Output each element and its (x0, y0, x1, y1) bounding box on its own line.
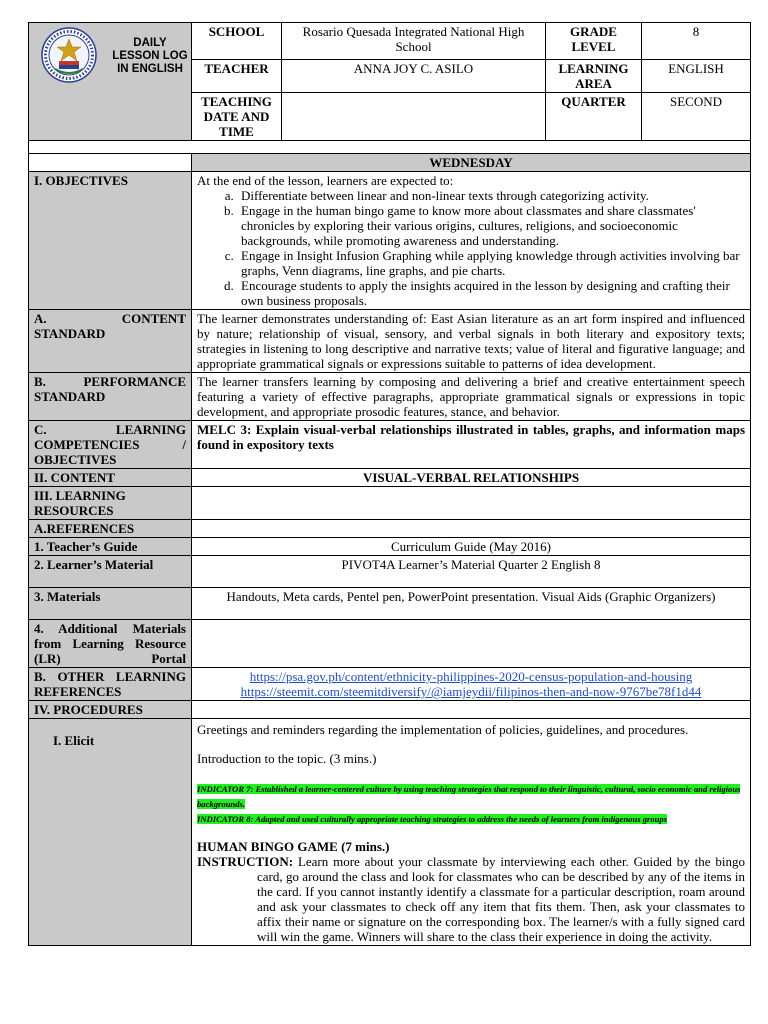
grade-label: GRADE LEVEL (546, 23, 642, 60)
title-line: IN ENGLISH (117, 63, 183, 75)
lesson-log-sheet (28, 22, 750, 946)
objective-item: a. Differentiate between linear and non-linear texts through categorizing activity. (237, 188, 745, 203)
elicit-row (29, 719, 751, 946)
content-row (29, 469, 751, 487)
teachers-guide-value: Curriculum Guide (May 2016) (192, 538, 751, 556)
title-cell (29, 23, 192, 141)
school-value: Rosario Quesada Integrated National High School (282, 23, 546, 60)
day-label: WEDNESDAY (192, 154, 751, 172)
learners-material-label: 2. Learner’s Material (29, 556, 192, 588)
day-row (29, 154, 751, 172)
indicator-8: INDICATOR 8: Adapted and used culturally appropriate teaching strategies to address the needs of learners from indigenous groups (197, 814, 668, 824)
content-standard-label: A. CONTENT STANDARD (29, 310, 192, 373)
game-instruction (197, 854, 745, 944)
date-label: TEACHING DATE AND TIME (192, 93, 282, 141)
reference-link-psa[interactable]: https://psa.gov.ph/content/ethnicity-philippines-2020-census-population-and-housing (249, 669, 693, 684)
objectives-row (29, 172, 751, 310)
school-label: SCHOOL (192, 23, 282, 60)
other-references-links (192, 668, 751, 701)
objectives-intro: At the end of the lesson, learners are expected to: (197, 173, 454, 188)
title-line: DAILY (133, 37, 167, 49)
procedures-label: IV. PROCEDURES (29, 701, 192, 719)
performance-standard-text: The learner transfers learning by composing and delivering a brief and creative entertainment speech featuring a variety of effective paragraphs, appropriate grammatical signals or expressions in topic development, and appropriate prosodic features, stance, and behavior. (192, 373, 751, 421)
performance-standard-row (29, 373, 751, 421)
competencies-text: MELC 3: Explain visual-verbal relationships illustrated in tables, graphs, and information maps found in expository texts (192, 421, 751, 469)
content-label: II. CONTENT (29, 469, 192, 487)
resources-row (29, 487, 751, 520)
materials-label: 3. Materials (29, 588, 192, 620)
lesson-log-table (28, 22, 751, 946)
spacer-row (29, 141, 751, 154)
elicit-content (192, 719, 751, 946)
document-title (105, 37, 195, 76)
performance-standard-label: B. PERFORMANCE STANDARD (29, 373, 192, 421)
date-value (282, 93, 546, 141)
additional-materials-label: 4. Additional Materials from Learning Resource (LR) Portal (29, 620, 192, 668)
elicit-greeting: Greetings and reminders regarding the implementation of policies, guidelines, and procedures. (197, 722, 689, 737)
procedures-row (29, 701, 751, 719)
objective-item: d. Encourage students to apply the insights acquired in the lesson by designing and crafting their own business proposals. (237, 278, 745, 308)
materials-value: Handouts, Meta cards, Pentel pen, PowerPoint presentation. Visual Aids (Graphic Organizers) (192, 588, 751, 620)
instruction-text: Learn more about your classmate by interviewing each other. Guided by the bingo card, go around the class and look for classmates who can be described by any of the items in the card. If you cannot instantly identify a classmate for a particular description, roam around and ask your classmates to check off any item that fits them. Then, ask your classmates to affix their name or signature on the corresponding box. The learner/s with a fully signed card will win the game. Winners will share to the class their experience in doing the activity. (257, 854, 745, 944)
area-value: ENGLISH (642, 60, 751, 93)
header-row-school (29, 23, 751, 60)
additional-materials-row (29, 620, 751, 668)
objectives-content (192, 172, 751, 310)
objective-item: c. Engage in Insight Infusion Graphing while applying knowledge through activities involving bar graphs, Venn diagrams, line graphs, and pie charts. (237, 248, 745, 278)
instruction-label: INSTRUCTION: (197, 854, 294, 869)
objectives-label: I. OBJECTIVES (29, 172, 192, 310)
teachers-guide-label: 1. Teacher’s Guide (29, 538, 192, 556)
indicator-7: INDICATOR 7: Established a learner-centered culture by using teaching strategies that respond to their linguistic, cultural, socio economic and religious backgrounds. (197, 784, 741, 809)
area-label: LEARNING AREA (546, 60, 642, 93)
teacher-value: ANNA JOY C. ASILO (282, 60, 546, 93)
learners-material-value: PIVOT4A Learner’s Material Quarter 2 English 8 (192, 556, 751, 588)
game-title: HUMAN BINGO GAME (7 mins.) (197, 839, 390, 854)
quarter-value: SECOND (642, 93, 751, 141)
elicit-label: I. Elicit (29, 719, 192, 946)
content-value: VISUAL-VERBAL RELATIONSHIPS (192, 469, 751, 487)
resources-label: III. LEARNING RESOURCES (29, 487, 192, 520)
title-line: LESSON LOG (112, 50, 188, 62)
learners-material-row (29, 556, 751, 588)
content-standard-row (29, 310, 751, 373)
objective-item: b. Engage in the human bingo game to know more about classmates and share classmates' chronicles by exploring their various origins, cultures, religions, and socioeconomic backgrounds, while promoting awareness and understanding. (237, 203, 745, 248)
other-references-row (29, 668, 751, 701)
elicit-intro: Introduction to the topic. (3 mins.) (197, 751, 377, 766)
content-standard-text: The learner demonstrates understanding of: East Asian literature as an art form inspired and influenced by nature; relationship of visual, sensory, and verbal signals in both literary and expository texts; strategies in listening to long descriptive and narrative texts; value of literal and figurative language; and appropriate grammatical signals or expressions suitable to patterns of idea development. (192, 310, 751, 373)
other-references-label: B. OTHER LEARNING REFERENCES (29, 668, 192, 701)
quarter-label: QUARTER (546, 93, 642, 141)
references-row (29, 520, 751, 538)
competencies-row (29, 421, 751, 469)
objectives-list (197, 188, 745, 308)
teachers-guide-row (29, 538, 751, 556)
competencies-label: C. LEARNING COMPETENCIES / OBJECTIVES (29, 421, 192, 469)
references-label: A.REFERENCES (29, 520, 192, 538)
deped-seal-icon (41, 27, 97, 83)
materials-row (29, 588, 751, 620)
teacher-label: TEACHER (192, 60, 282, 93)
reference-link-steemit[interactable]: https://steemit.com/steemitdiversify/@iamjeydii/filipinos-then-and-now-9767be78f1d44 (240, 684, 702, 699)
grade-value: 8 (642, 23, 751, 60)
